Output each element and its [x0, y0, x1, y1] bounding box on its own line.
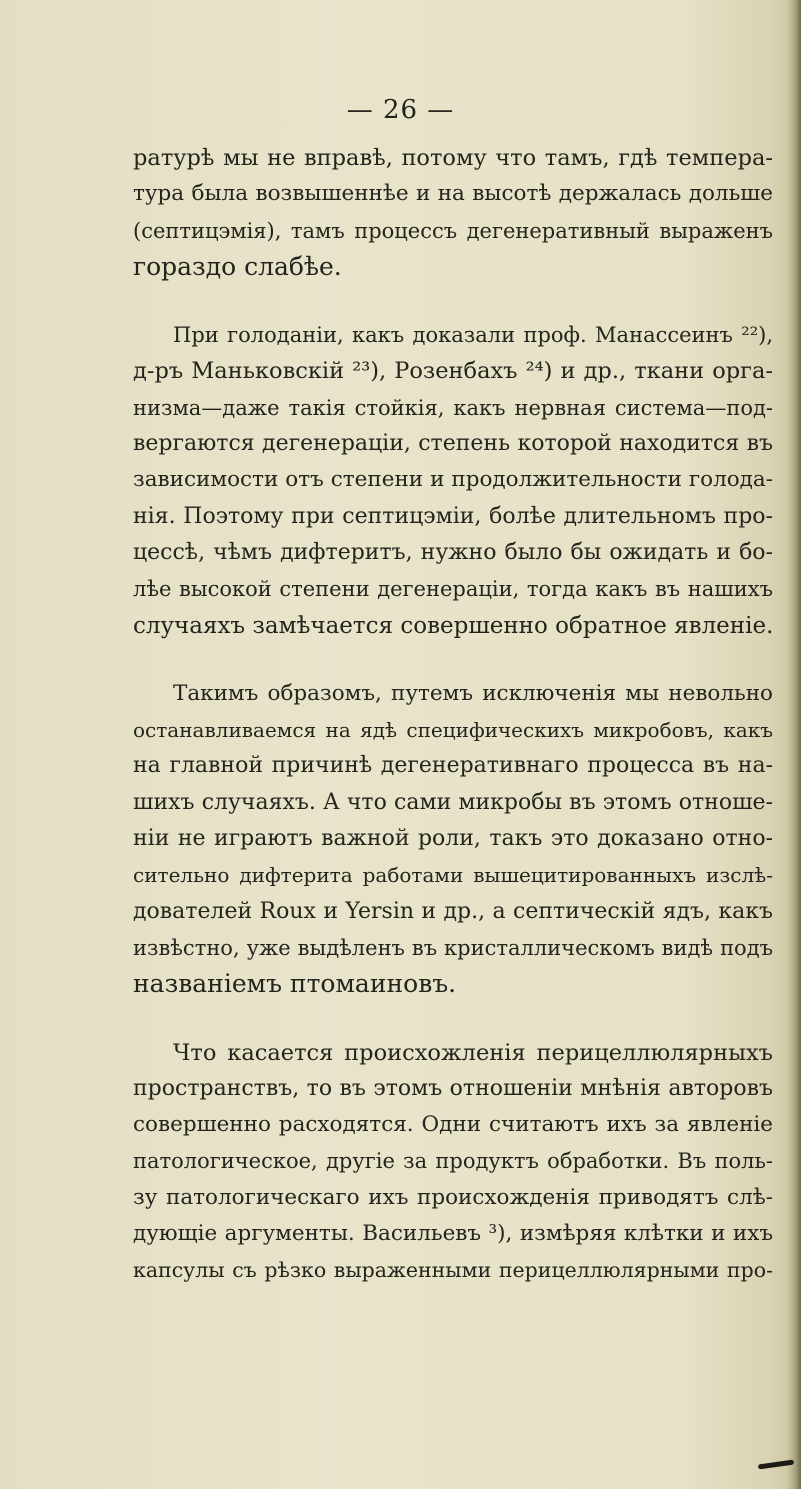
text-line: пространствъ, то въ этомъ отношеніи мнѣнія авторовъ	[133, 1075, 773, 1101]
text-line: гораздо слабѣе.	[133, 251, 342, 281]
body-text	[133, 140, 773, 1321]
text-line: зависимости отъ степени и продолжительности голода-	[133, 467, 773, 493]
text-line: цессѣ, чѣмъ дифтеритъ, нужно было бы ожидать и бо-	[133, 539, 773, 565]
text-line: зу патологическаго ихъ происхожденія приводятъ слѣ-	[133, 1184, 773, 1210]
text-line: шихъ случаяхъ. А что сами микробы въ этомъ отноше-	[133, 789, 773, 815]
paragraph-4	[133, 1035, 773, 1289]
text-line: дующіе аргументы. Васильевъ ³), измѣряя клѣтки и ихъ	[133, 1221, 773, 1247]
text-line: (септицэмія), тамъ процессъ дегенеративный выраженъ	[133, 218, 773, 243]
text-line: ратурѣ мы не вправѣ, потому что тамъ, гдѣ темпера-	[133, 145, 773, 171]
text-line: случаяхъ замѣчается совершенно обратное явленіе.	[133, 612, 774, 639]
paragraph-3	[133, 676, 773, 1003]
text-line: сительно дифтерита работами вышецитированныхъ изслѣ-	[133, 863, 773, 888]
text-line: низма—даже такія стойкія, какъ нервная система—под-	[133, 395, 773, 420]
text-line: капсулы съ рѣзко выраженными перицеллюлярными про-	[133, 1258, 773, 1283]
text-line: вергаются дегенераціи, степень которой находится въ	[133, 431, 773, 457]
text-line: Что касается происхожленія перицеллюлярныхъ	[173, 1039, 773, 1066]
text-line: ніи не играютъ важной роли, такъ это доказано отно-	[133, 826, 773, 852]
text-line: Такимъ образомъ, путемъ исключенія мы невольно	[173, 680, 773, 706]
text-line: останавливаемся на ядѣ специфическихъ микробовъ, какъ	[133, 718, 773, 743]
text-line: д-ръ Маньковскій ²³), Розенбахъ ²⁴) и др., ткани орга-	[133, 358, 773, 385]
paragraph-2	[133, 317, 773, 644]
page-edge-shadow	[787, 0, 801, 1489]
text-line: При голоданіи, какъ доказали проф. Манассеинъ ²²),	[173, 323, 773, 348]
text-line: извѣстно, уже выдѣленъ въ кристаллическомъ видѣ подъ	[133, 935, 773, 960]
text-line: на главной причинѣ дегенеративнаго процесса въ на-	[133, 753, 773, 779]
text-line: совершенно расходятся. Одни считаютъ ихъ за явленіе	[133, 1112, 773, 1138]
text-line: тура была возвышеннѣе и на высотѣ держалась дольше	[133, 181, 773, 207]
text-line: дователей Roux и Yersin и др., а септическій ядъ, какъ	[133, 898, 773, 924]
text-line: лѣе высокой степени дегенераціи, тогда какъ въ нашихъ	[133, 577, 773, 602]
text-line: нія. Поэтому при септицэміи, болѣе длительномъ про-	[133, 503, 773, 529]
page-number: — 26 —	[346, 95, 455, 125]
text-line: патологическое, другіе за продуктъ обработки. Въ поль-	[133, 1149, 773, 1174]
paragraph-1	[133, 140, 773, 285]
text-line: названіемъ птомаиновъ.	[133, 969, 457, 999]
